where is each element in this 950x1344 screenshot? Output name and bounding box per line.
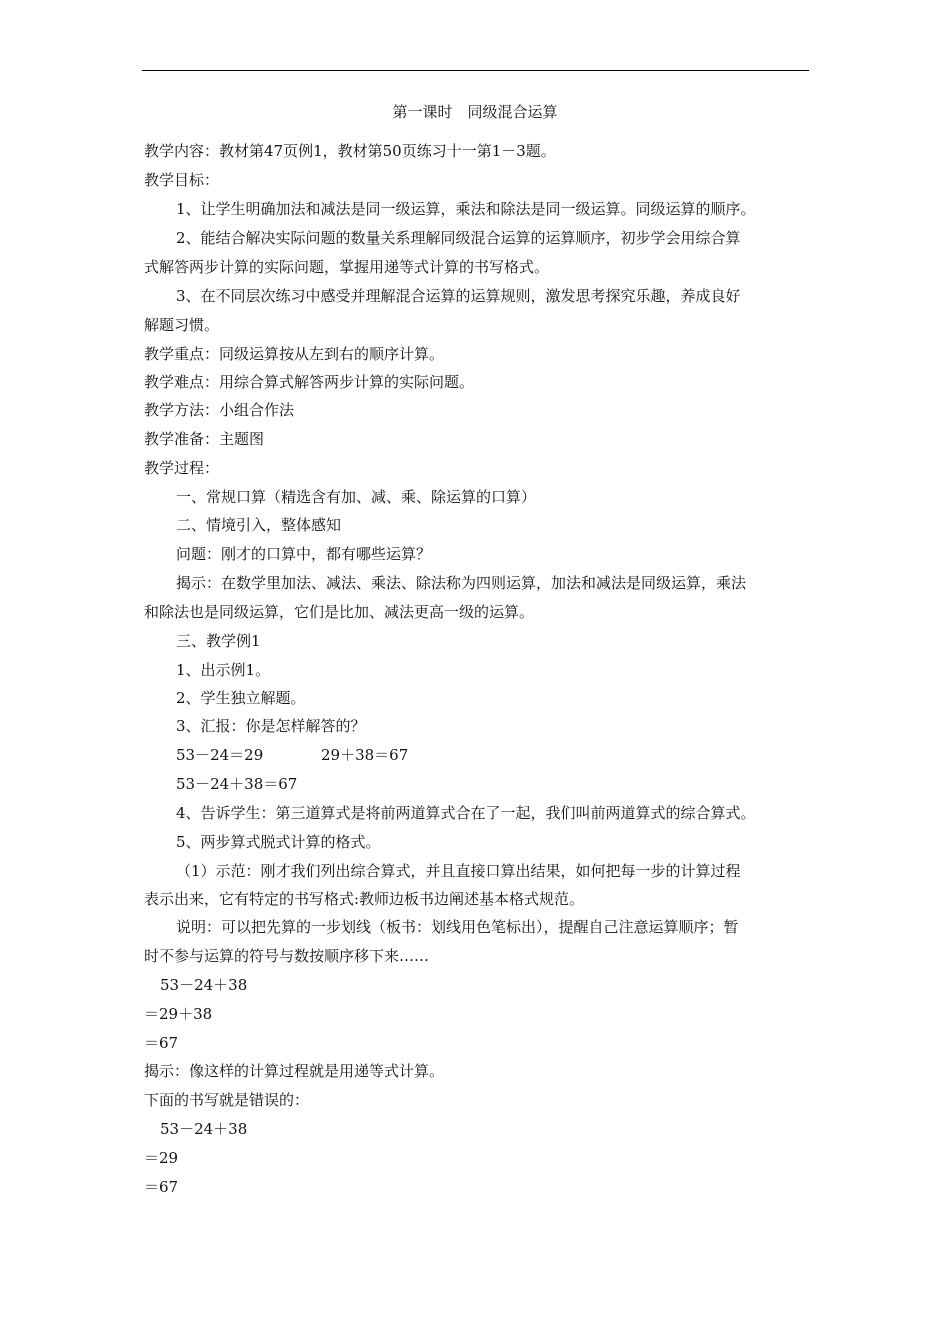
- text-line: 问题：刚才的口算中，都有哪些运算？: [176, 545, 432, 563]
- equation-line: ＝67: [144, 1034, 179, 1052]
- text-line: 揭示：在数学里加法、减法、乘法、除法称为四则运算，加法和减法是同级运算，乘法: [176, 574, 747, 592]
- text-line: 下面的书写就是错误的：: [144, 1091, 310, 1109]
- header-rule: [142, 70, 809, 71]
- text-line: 一、常规口算（精选含有加、减、乘、除运算的口算）: [176, 488, 537, 506]
- equation-line: ＝29: [144, 1149, 179, 1167]
- text-line: 式解答两步计算的实际问题，掌握用递等式计算的书写格式。: [144, 258, 550, 276]
- text-line: 揭示：像这样的计算过程就是用递等式计算。: [144, 1062, 445, 1080]
- text-line: 表示出来，它有特定的书写格式:教师边板书边阐述基本格式规范。: [144, 890, 585, 908]
- text-line: 二、情境引入，整体感知: [176, 516, 342, 534]
- text-line: 教学内容：教材第47页例1，教材第50页练习十一第1－3题。: [144, 142, 556, 160]
- equation-line: 53－24＋38: [160, 1120, 248, 1138]
- text-line: 1、让学生明确加法和减法是同一级运算，乘法和除法是同一级运算。同级运算的顺序。: [176, 200, 756, 218]
- text-line: 教学过程：: [144, 459, 220, 477]
- text-line: 教学难点：用综合算式解答两步计算的实际问题。: [144, 373, 475, 391]
- equation-line: 53－24＋38＝67: [176, 775, 298, 793]
- text-line: 教学目标：: [144, 171, 220, 189]
- text-line: 3、汇报：你是怎样解答的？: [176, 717, 366, 735]
- equation-line: 53－24＋38: [160, 976, 248, 994]
- text-line: 三、教学例1: [176, 632, 261, 650]
- text-line: 说明：可以把先算的一步划线（板书：划线用色笔标出），提醒自己注意运算顺序；暂: [176, 918, 739, 936]
- text-line: 和除法也是同级运算，它们是比加、减法更高一级的运算。: [144, 603, 535, 621]
- text-line: 5、两步算式脱式计算的格式。: [176, 833, 381, 851]
- text-line: 教学重点：同级运算按从左到右的顺序计算。: [144, 345, 445, 363]
- text-line: 时不参与运算的符号与数按顺序移下来……: [144, 947, 430, 965]
- text-line: （1）示范：刚才我们列出综合算式，并且直接口算出结果，如何把每一步的计算过程: [176, 862, 741, 880]
- text-line: 2、能结合解决实际问题的数量关系理解同级混合运算的运算顺序，初步学会用综合算: [176, 229, 741, 247]
- equation-line: ＝67: [144, 1178, 179, 1196]
- text-line: 4、告诉学生：第三道算式是将前两道算式合在了一起，我们叫前两道算式的综合算式。: [176, 804, 756, 822]
- text-line: 教学准备：主题图: [144, 430, 265, 448]
- text-line: 2、学生独立解题。: [176, 689, 306, 707]
- page-title: 第一课时 同级混合运算: [392, 103, 558, 121]
- text-line: 解题习惯。: [144, 316, 220, 334]
- equation-line: 53－24＝29: [176, 746, 264, 764]
- equation-line: ＝29＋38: [144, 1005, 213, 1023]
- equation-line: 29＋38＝67: [321, 746, 409, 764]
- text-line: 3、在不同层次练习中感受并理解混合运算的运算规则，激发思考探究乐趣，养成良好: [176, 287, 741, 305]
- text-line: 教学方法：小组合作法: [144, 401, 295, 419]
- text-line: 1、出示例1。: [176, 661, 271, 679]
